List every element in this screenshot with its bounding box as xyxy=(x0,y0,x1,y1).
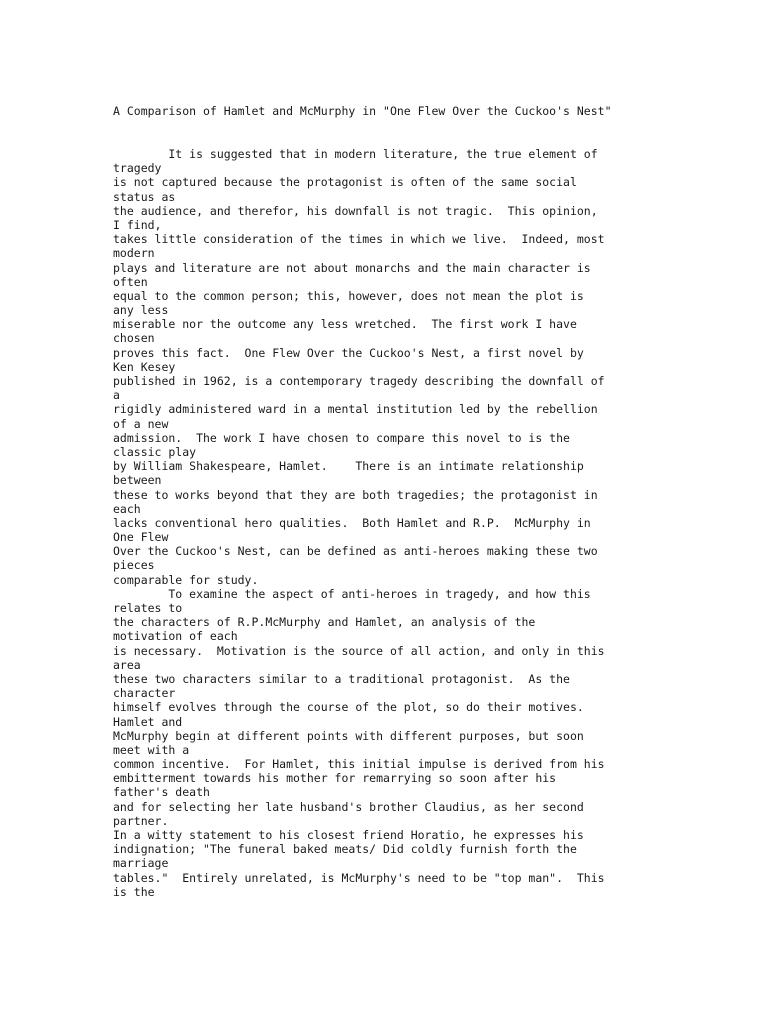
text-line: In a witty statement to his closest friend Horatio, he expresses his xyxy=(113,828,584,842)
text-line: comparable for study. xyxy=(113,572,259,587)
text-line: motivation of each xyxy=(113,629,238,644)
text-line: indignation; "The funeral baked meats/ Did coldly furnish forth the xyxy=(113,842,577,857)
text-line: published in 1962, is a contemporary tragedy describing the downfall of xyxy=(113,374,605,388)
text-line: plays and literature are not about monarchs and the main character is xyxy=(113,260,591,275)
text-line: modern xyxy=(113,246,155,261)
text-line: the audience, and therefor, his downfall is not tragic. This opinion, xyxy=(113,203,598,218)
text-line: Over the Cuckoo's Nest, can be defined as anti-heroes making these two xyxy=(113,544,598,559)
text-line: rigidly administered ward in a mental institution led by the rebellion xyxy=(113,402,598,417)
text-line: any less xyxy=(113,303,169,318)
text-line: embitterment towards his mother for remarrying so soon after his xyxy=(113,771,557,786)
text-line: partner. xyxy=(113,813,169,828)
text-line: relates to xyxy=(113,601,183,615)
text-line: admission. The work I have chosen to compare this novel to is the xyxy=(113,430,570,445)
text-line: miserable nor the outcome any less wretched. The first work I have xyxy=(113,317,577,332)
text-line: a xyxy=(113,388,120,403)
text-line: himself evolves through the course of the plot, so do their motives. xyxy=(113,700,584,715)
text-line: One Flew xyxy=(113,530,169,545)
text-line: common incentive. For Hamlet, this initial impulse is derived from his xyxy=(113,757,605,772)
text-line: by William Shakespeare, Hamlet. There is an intimate relationship xyxy=(113,459,584,474)
document-body xyxy=(113,147,605,899)
text-line: often xyxy=(113,274,148,289)
text-line: father's death xyxy=(113,785,210,800)
text-line: I find, xyxy=(113,217,162,232)
text-line: marriage xyxy=(113,856,169,871)
text-line: meet with a xyxy=(113,742,190,757)
text-line: tragedy xyxy=(113,161,162,176)
text-line: is not captured because the protagonist is often of the same social xyxy=(113,175,577,190)
text-line: between xyxy=(113,473,162,488)
text-line: each xyxy=(113,501,141,516)
text-line: lacks conventional hero qualities. Both Hamlet and R.P. McMurphy in xyxy=(113,515,591,530)
text-line: Hamlet and xyxy=(113,714,183,729)
text-line: these two characters similar to a traditional protagonist. As the xyxy=(113,671,570,686)
text-line: equal to the common person; this, however, does not mean the plot is xyxy=(113,288,584,303)
text-line: status as xyxy=(113,189,176,204)
text-line: tables." Entirely unrelated, is McMurphy's need to be "top man". This xyxy=(113,870,605,885)
text-line: chosen xyxy=(113,331,155,346)
text-line: classic play xyxy=(113,444,197,459)
text-line: It is suggested that in modern literature, the true element of xyxy=(113,147,598,161)
text-line: takes little consideration of the times in which we live. Indeed, most xyxy=(113,232,605,247)
text-line: To examine the aspect of anti-heroes in tragedy, and how this xyxy=(113,586,591,601)
text-line: is necessary. Motivation is the source of all action, and only in this xyxy=(113,643,605,658)
text-line: pieces xyxy=(113,558,155,573)
text-line: proves this fact. One Flew Over the Cuckoo's Nest, a first novel by xyxy=(113,345,584,360)
text-line: is the xyxy=(113,884,155,899)
text-line: and for selecting her late husband's brother Claudius, as her second xyxy=(113,799,584,814)
text-line: McMurphy begin at different points with different purposes, but soon xyxy=(113,728,584,743)
text-line: Ken Kesey xyxy=(113,359,176,374)
text-line: character xyxy=(113,686,176,701)
text-line: these to works beyond that they are both tragedies; the protagonist in xyxy=(113,487,598,502)
document-title: A Comparison of Hamlet and McMurphy in "One Flew Over the Cuckoo's Nest" xyxy=(113,104,612,118)
text-line: area xyxy=(113,657,141,672)
text-line: the characters of R.P.McMurphy and Hamlet, an analysis of the xyxy=(113,615,536,630)
text-line: of a new xyxy=(113,416,169,431)
